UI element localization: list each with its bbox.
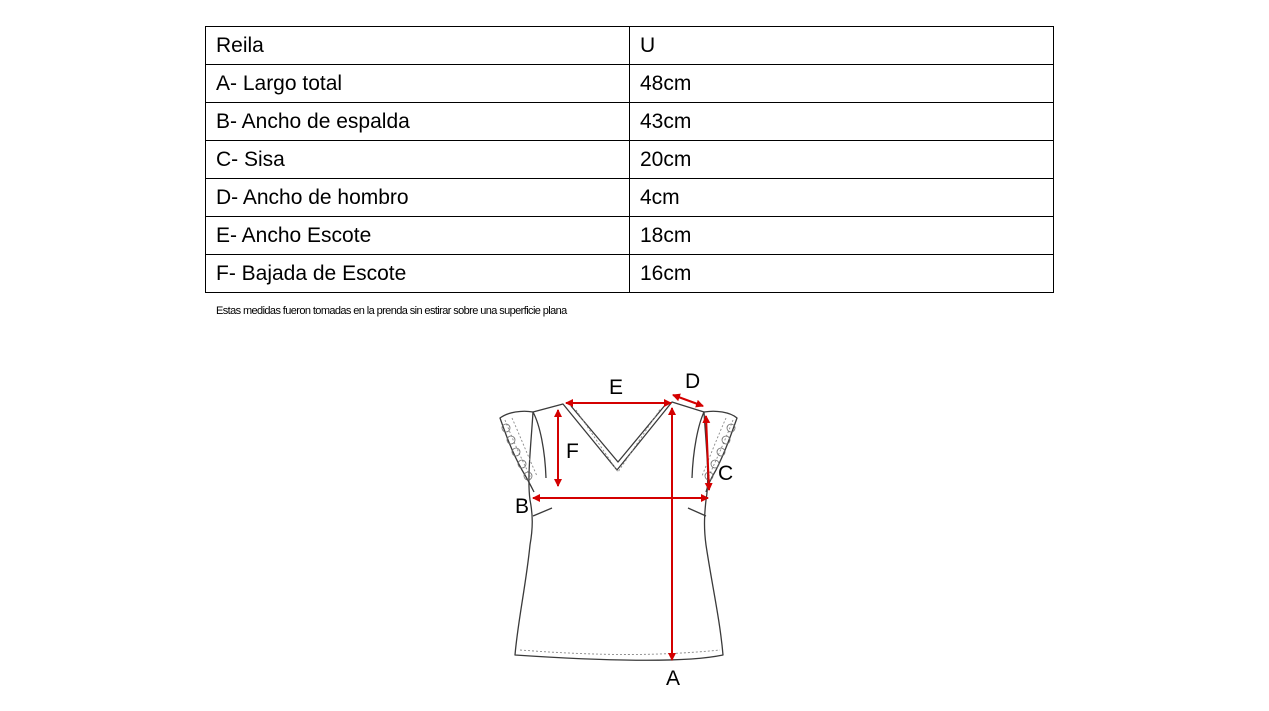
garment-diagram <box>480 360 780 700</box>
table-row <box>206 217 1054 255</box>
measure-label: A- Largo total <box>206 65 630 103</box>
measure-value: 18cm <box>630 217 1054 255</box>
lace-scallop-icon <box>502 424 735 480</box>
lace-detail-icon <box>505 408 733 655</box>
blouse-icon <box>500 402 737 660</box>
measurement-note: Estas medidas fueron tomadas en la prenda sin estirar sobre una superficie plana <box>216 305 567 317</box>
label-f: F <box>566 440 579 463</box>
measure-value: 4cm <box>630 179 1054 217</box>
size-name: U <box>630 27 1054 65</box>
measure-value: 43cm <box>630 103 1054 141</box>
table-row <box>206 65 1054 103</box>
label-e: E <box>609 376 624 399</box>
table-row <box>206 141 1054 179</box>
measure-value: 48cm <box>630 65 1054 103</box>
measure-value: 16cm <box>630 255 1054 293</box>
measure-label: F- Bajada de Escote <box>206 255 630 293</box>
measure-value: 20cm <box>630 141 1054 179</box>
label-c: C <box>718 462 734 485</box>
table-row <box>206 103 1054 141</box>
measure-label: C- Sisa <box>206 141 630 179</box>
measure-label: E- Ancho Escote <box>206 217 630 255</box>
model-name: Reila <box>206 27 630 65</box>
table-row <box>206 179 1054 217</box>
table-header-row <box>206 27 1054 65</box>
measure-label: D- Ancho de hombro <box>206 179 630 217</box>
label-b: B <box>515 495 530 518</box>
label-d: D <box>685 370 701 393</box>
label-a: A <box>666 667 681 690</box>
measure-label: B- Ancho de espalda <box>206 103 630 141</box>
table-row <box>206 255 1054 293</box>
size-table <box>205 26 1054 293</box>
